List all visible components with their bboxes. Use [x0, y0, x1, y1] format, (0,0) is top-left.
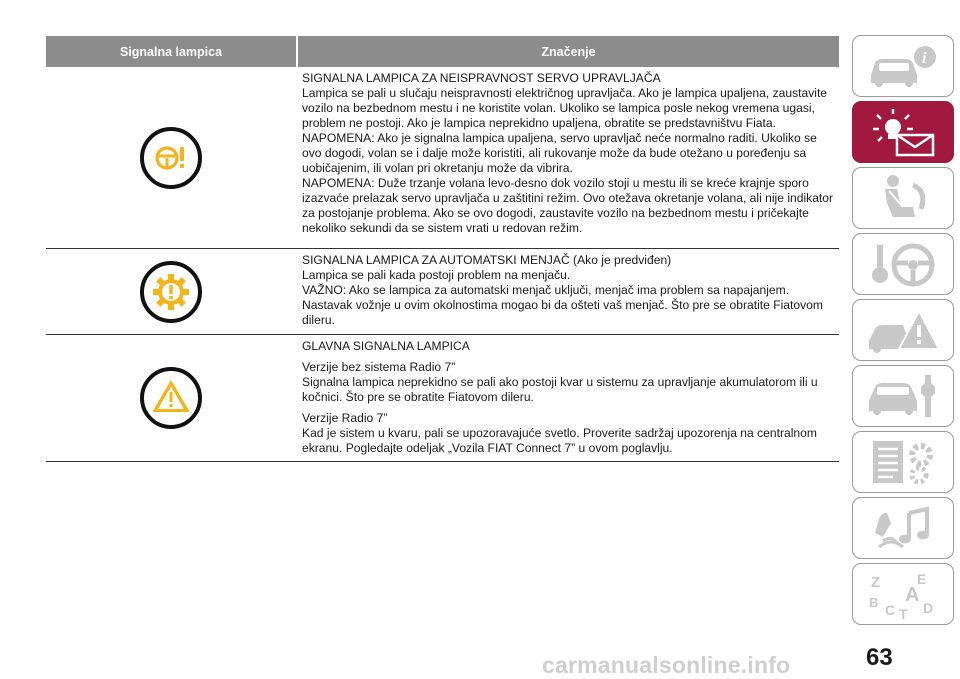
tab-multimedia[interactable]: [852, 497, 954, 559]
table-row: [46, 249, 839, 335]
row3-version-2: Verzije Radio 7”: [302, 411, 388, 425]
index-letter: B: [869, 595, 879, 610]
specifications-icon: [863, 437, 943, 487]
row1-text: Lampica se pali u slučaju neispravnosti električnog upravljača. Ako je lampica upaljena, zaustavite vozilo na bezbednom mestu i ne koristite volan. Ukoliko se lampica posle nekog vremena ugasi, problem ne postoji. Ako je lampica neprekidno upaljena, obratite se predstavništvu Fiata.: [302, 86, 828, 130]
tab-warning-lights[interactable]: [852, 101, 954, 163]
row3-text-2: Kad je sistem u kvaru, pali se upozoravajuće svetlo. Proverite sadržaj upozorenja na centralnom ekranu. Pogledajte odeljak „Vozila FIAT Connect 7” u ovom poglavlju.: [302, 426, 817, 455]
seat-airbag-icon: [863, 173, 943, 223]
tab-specifications[interactable]: [852, 431, 954, 493]
header-signal-lamp: Signalna lampica: [46, 36, 298, 67]
car-maintenance-icon: [863, 371, 943, 421]
icon-cell: [46, 249, 296, 334]
automatic-transmission-warning-icon: [139, 260, 203, 324]
table-row: [46, 335, 839, 462]
row1-note-2: NAPOMENA: Duže trzanje volana levo-desno dok vozilo stoji u mestu ili se kreće krajnje sporo izazvaće prelazak servo upravljača u zaštitini režim. Ovo otežava okretanje volana, ali nije indikator za postojanje problema. Ako se ovo dogodi, zaustavite vozilo na bezbednom mestu i pričekajte nekoliko sekundi da se sistem vrati u redovan režim.: [302, 176, 834, 235]
warning-lights-table: [46, 36, 839, 462]
tab-car-info[interactable]: [852, 35, 954, 97]
row2-text: Lampica se pali kada postoji problem na menjaču.: [302, 268, 571, 282]
car-info-icon: [863, 41, 943, 91]
general-warning-triangle-icon: [139, 366, 203, 430]
row2-title: SIGNALNA LAMPICA ZA AUTOMATSKI MENJAČ (Ako je predviđen): [302, 253, 672, 267]
index-letter: E: [917, 571, 927, 587]
meaning-cell: [296, 335, 839, 461]
icon-cell: [46, 335, 296, 461]
multimedia-icon: [863, 503, 943, 553]
icon-cell: [46, 67, 296, 248]
index-letter: A: [905, 584, 920, 606]
tab-starting-driving[interactable]: [852, 233, 954, 295]
tab-index[interactable]: [852, 563, 954, 625]
row3-title: GLAVNA SIGNALNA LAMPICA: [302, 339, 470, 353]
svg-text:i: i: [922, 50, 927, 67]
row3-version-1: Verzije bez sistema Radio 7”: [302, 360, 456, 374]
table-header: [46, 36, 839, 67]
index-letter: T: [899, 606, 908, 619]
table-row: [46, 67, 839, 249]
row1-note-1: NAPOMENA: Ako je signalna lampica upaljena, servo upravljač neće normalno raditi. Ukoliko se ovo dogodi, volan se i dalje može koristiti, ali rukovanje može da bude otežano u poređenju sa uobičajenim, ili volan pri okretanju može da vibrira.: [302, 131, 817, 175]
row2-important: VAŽNO: Ako se lampica za automatski menjač uključi, menjač ima problem sa napajanjem. Nastavak vožnje u ovim okolnostima mogao bi da ošteti vaš menjač. Što pre se obratite Fiatovom dileru.: [302, 283, 823, 327]
watermark: carmanualsonline.info: [542, 652, 791, 678]
tab-emergency[interactable]: [852, 299, 954, 361]
index-letter: Z: [871, 574, 881, 591]
tab-safety[interactable]: [852, 167, 954, 229]
index-letter: C: [885, 602, 896, 618]
row3-text-1: Signalna lampica neprekidno se pali ako postoji kvar u sistemu za upravljanje akumulatorom ili u kočnici. Što pre se obratite Fiatovom dileru.: [302, 375, 818, 404]
meaning-cell: [296, 249, 839, 334]
warning-lights-icon: [863, 107, 943, 157]
key-steering-wheel-icon: [863, 239, 943, 289]
row1-title: SIGNALNA LAMPICA ZA NEISPRAVNOST SERVO UPRAVLJAČA: [302, 71, 661, 85]
meaning-cell: [296, 67, 839, 248]
emergency-triangle-icon: [863, 305, 943, 355]
power-steering-warning-icon: [139, 126, 203, 190]
header-meaning: Značenje: [541, 44, 596, 59]
page-number: 63: [866, 644, 893, 671]
tab-maintenance[interactable]: [852, 365, 954, 427]
index-letter: D: [923, 600, 934, 616]
alphabetical-index-icon: [863, 569, 943, 619]
